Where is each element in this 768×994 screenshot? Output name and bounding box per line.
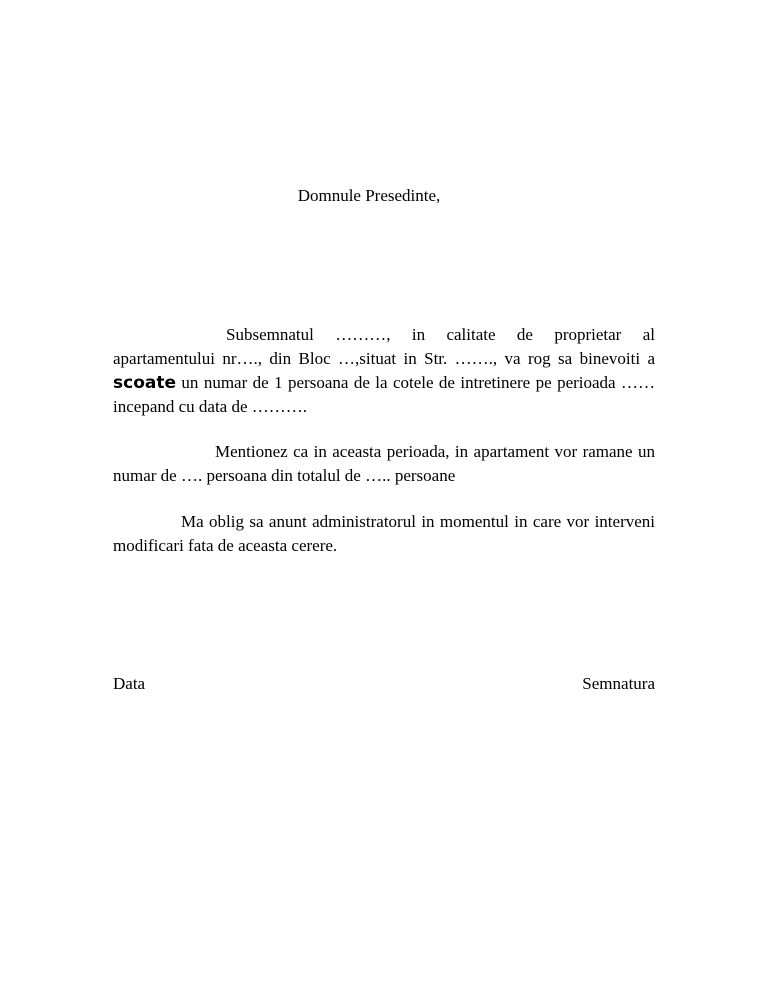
salutation: Domnule Presedinte, (297, 186, 441, 205)
date-label: Data (113, 674, 146, 693)
request-emphasis-word: scoate (113, 373, 177, 393)
request-paragraph (113, 323, 655, 419)
signature-label: Semnatura (582, 674, 655, 693)
mention-paragraph: Mentionez ca in aceasta perioada, in apartament vor ramane un numar de …. persoana din totalul de ….. persoane (113, 442, 655, 485)
request-text-before: Subsemnatul ………, in calitate de proprietar al apartamentului nr…., din Bloc …,situat in Str. ……., va rog sa binevoiti a (113, 325, 655, 368)
request-text-after: un numar de 1 persoana de la cotele de intretinere pe perioada ……incepand cu data de ………. (113, 373, 655, 416)
obligation-paragraph: Ma oblig sa anunt administratorul in momentul in care vor interveni modificari fata de aceasta cerere. (113, 512, 655, 555)
